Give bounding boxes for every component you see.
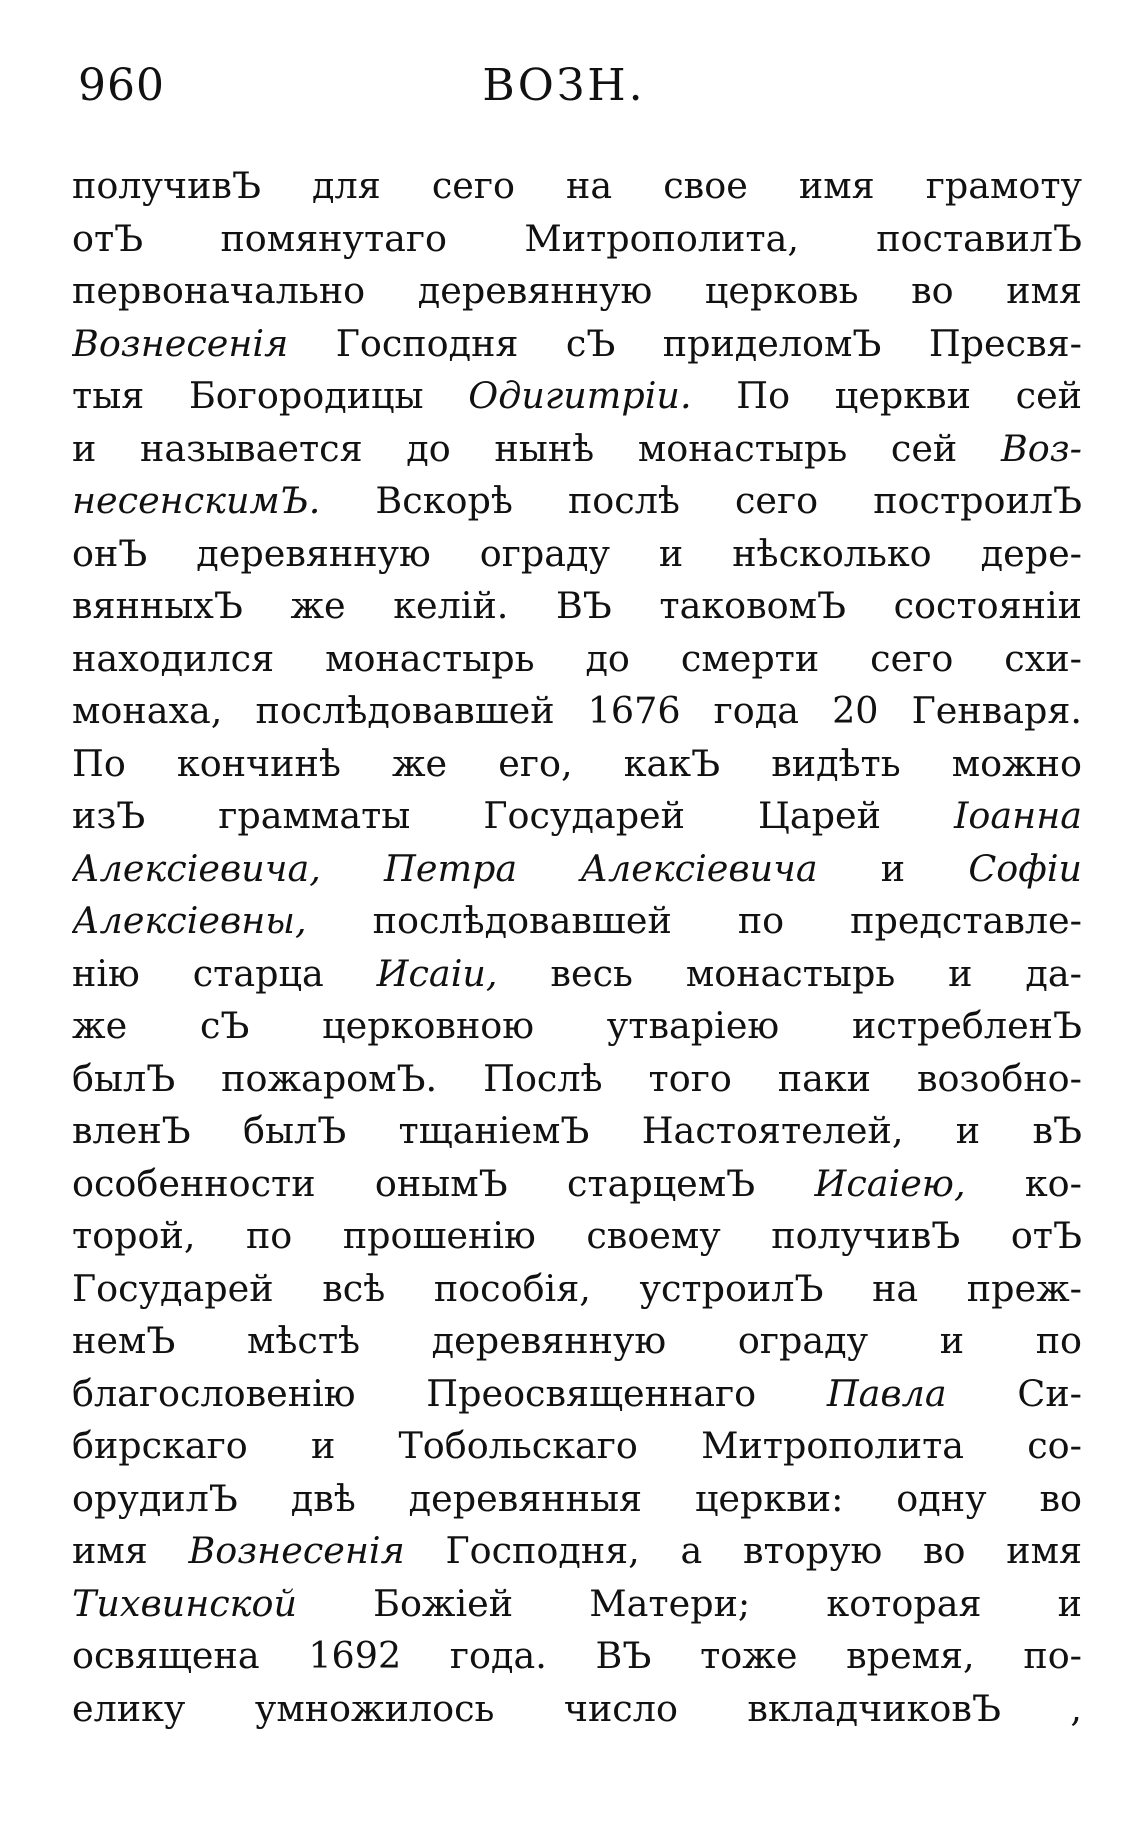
text-run: нію старца <box>72 951 377 995</box>
text-run: По церкви сей <box>691 374 1082 417</box>
italic-text-run: Іоанна <box>954 794 1082 837</box>
text-line <box>72 213 1082 266</box>
text-run: орудилЪ двѣ деревянныя церкви: одну во <box>72 1476 1082 1520</box>
text-run: былЪ пожаромЪ. Послѣ того паки возобно- <box>72 1056 1082 1100</box>
text-line <box>72 475 1082 528</box>
italic-text-run: Воз- <box>1000 426 1082 470</box>
text-line <box>72 370 1082 423</box>
text-run: освящена 1692 года. ВЪ тоже время, по- <box>72 1634 1082 1677</box>
text-line <box>72 1158 1082 1211</box>
text-run: Си- <box>946 1371 1082 1415</box>
text-run: и называется до нынѣ монастырь сей <box>72 426 1001 470</box>
italic-text-run: Павла <box>826 1371 947 1415</box>
text-run: весь монастырь и да- <box>497 951 1082 995</box>
text-run: ко- <box>965 1161 1082 1205</box>
text-line <box>72 1053 1082 1106</box>
text-line <box>72 790 1082 843</box>
text-line <box>72 1578 1082 1631</box>
italic-text-run: Алексіевича, Петра Алексіевича <box>72 846 818 890</box>
text-run: первоначально деревянную церковь во имя <box>72 269 1082 312</box>
text-line <box>72 1000 1082 1053</box>
text-run: же сЪ церковною утваріею истребленЪ <box>72 1004 1082 1047</box>
italic-text-run: Исаіею, <box>814 1161 966 1205</box>
text-run: вянныхЪ же келій. ВЪ таковомЪ состояніи <box>72 584 1082 627</box>
text-line <box>72 1210 1082 1263</box>
text-line <box>72 318 1082 371</box>
text-line <box>72 1263 1082 1316</box>
text-run: немЪ мѣстѣ деревянную ограду и по <box>72 1319 1082 1362</box>
text-run: бирскаго и Тобольскаго Митрополита со- <box>72 1424 1082 1467</box>
text-run: По кончинѣ же его, какЪ видѣть можно <box>72 741 1082 785</box>
text-line <box>72 1315 1082 1368</box>
text-line <box>72 633 1082 686</box>
text-line <box>72 1683 1082 1736</box>
text-run: Господня сЪ приделомЪ Пресвя- <box>288 321 1082 365</box>
italic-text-run: несенскимЪ. <box>72 479 321 522</box>
text-line <box>72 895 1082 948</box>
text-run: особенности онымЪ старцемЪ <box>72 1161 815 1205</box>
running-title: ВОЗН. <box>482 60 646 111</box>
page-header <box>78 60 1050 130</box>
text-line <box>72 1368 1082 1421</box>
text-run: онЪ деревянную ограду и нѣсколько дере- <box>72 531 1082 575</box>
text-run: получивЪ для сего на свое имя грамоту <box>72 164 1082 207</box>
text-run: и <box>817 846 969 890</box>
text-run: елику умножилось число вкладчиковЪ , <box>72 1686 1082 1730</box>
text-run: Государей всѣ пособія, устроилЪ на преж- <box>72 1266 1082 1310</box>
italic-text-run: Одигитріи. <box>468 374 692 417</box>
text-line <box>72 580 1082 633</box>
text-run: изЪ граммaты Государей Царей <box>72 794 954 837</box>
text-line <box>72 423 1082 476</box>
text-run: монаха, послѣдовавшей 1676 года 20 Генваря. <box>72 689 1082 732</box>
italic-text-run: Алексіевны, <box>72 899 307 942</box>
page-number: 960 <box>78 60 165 111</box>
text-line <box>72 1473 1082 1526</box>
text-line <box>72 1420 1082 1473</box>
text-line <box>72 1630 1082 1683</box>
text-run: благословенію Преосвященнаго <box>72 1371 827 1415</box>
text-run: Вскорѣ послѣ сего построилЪ <box>320 479 1082 522</box>
text-line <box>72 738 1082 791</box>
text-line <box>72 685 1082 738</box>
text-run: Господня, а вторую во имя <box>404 1529 1082 1572</box>
italic-text-run: Вознесенія <box>188 1529 405 1572</box>
text-run: вленЪ былЪ тщаніемЪ Настоятелей, и вЪ <box>72 1109 1082 1152</box>
italic-text-run: Тихвинской <box>72 1581 297 1625</box>
text-run: торой, по прошенію своему получивЪ отЪ <box>72 1214 1082 1257</box>
text-line <box>72 265 1082 318</box>
italic-text-run: Исаіи, <box>376 951 498 995</box>
text-line <box>72 843 1082 896</box>
text-line <box>72 528 1082 581</box>
text-line <box>72 948 1082 1001</box>
text-line <box>72 1105 1082 1158</box>
text-run: имя <box>72 1529 189 1572</box>
body-text <box>72 160 1082 1735</box>
text-run: послѣдовавшей по представле- <box>306 899 1082 942</box>
italic-text-run: Вознесенія <box>72 321 289 365</box>
text-run: отЪ помянутаго Митрополита, поставилЪ <box>72 216 1082 260</box>
text-run: находился монастырь до смерти сего схи- <box>72 636 1082 680</box>
italic-text-run: Софіи <box>968 846 1082 890</box>
text-line <box>72 1525 1082 1578</box>
text-run: Божіей Матери; которая и <box>296 1581 1082 1625</box>
text-run: тыя Богородицы <box>72 374 469 417</box>
text-line <box>72 160 1082 213</box>
